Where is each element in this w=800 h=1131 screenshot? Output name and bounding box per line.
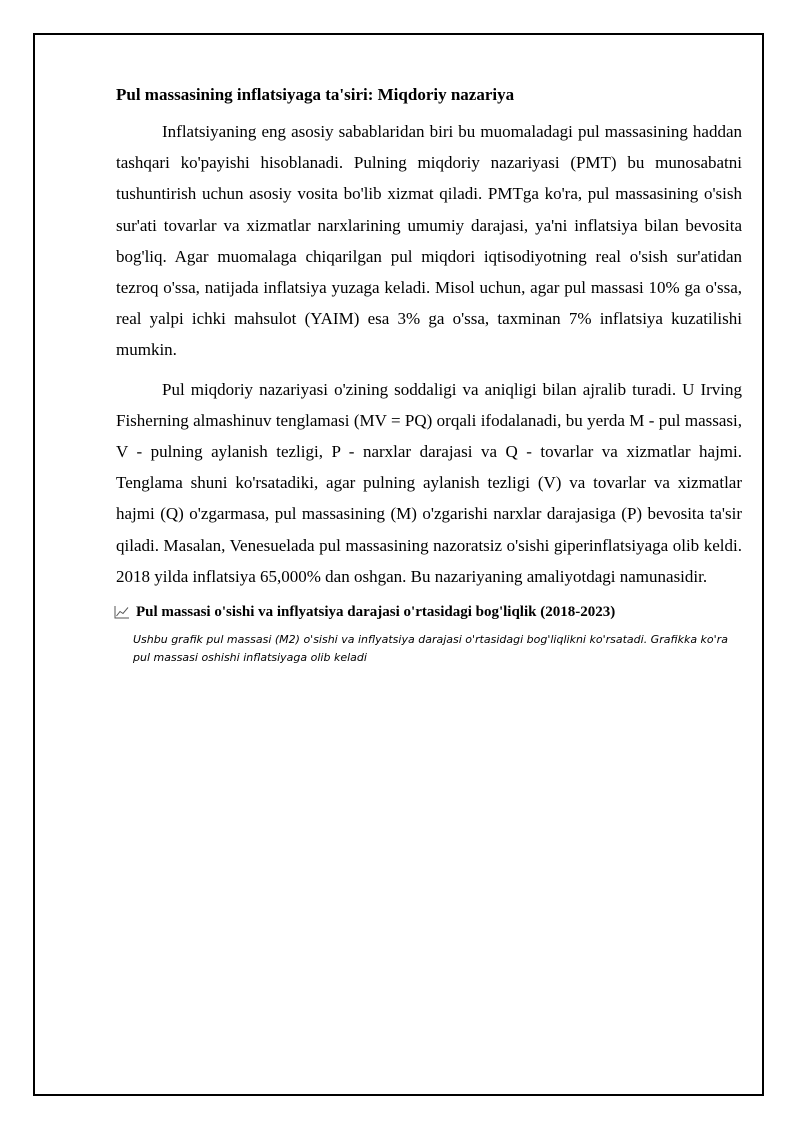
section-title: Pul massasining inflatsiyaga ta'siri: Miqdoriy nazariya <box>116 85 515 104</box>
chart-increasing-icon <box>114 605 130 619</box>
paragraph-2: Pul miqdoriy nazariyasi o'zining soddaligi va aniqligi bilan ajralib turadi. U Irving Fisherning almashinuv tenglamasi (MV = PQ) orqali ifodalanadi, bu yerda M - pul massasi, V - pulning aylanish tezligi, P - narxlar darajasi va Q - tovarlar va xizmatlar hajmi. Tenglama shuni ko'rsatadiki, agar pulning aylanish tezligi (V) va tovarlar va xizmatlar hajmi (Q) o'zgarmasa, pul massasining (M) o'zgarishi narxlar darajasiga (P) bevosita ta'sir qiladi. Masalan, Venesuelada pul massasining nazoratsiz o'sishi giperinflatsiyaga olib keldi. 2018 yilda inflatsiya 65,000% dan oshgan. Bu nazariyaning amaliyotdagi namunasidir. <box>116 379 742 586</box>
document-body <box>116 84 742 667</box>
chart-description: Ushbu grafik pul massasi (M2) o'sishi va inflyatsiya darajasi o'rtasidagi bog'liqlikni ko'rsatadi. Grafikka ko'ra pul massasi oshishi inflatsiyaga olib keladi <box>133 633 728 665</box>
paragraph-1: Inflatsiyaning eng asosiy sabablaridan biri bu muomaladagi pul massasining haddan tashqari ko'payishi hisoblanadi. Pulning miqdoriy nazariyasi (PMT) bu munosabatni tushuntirish uchun asosiy vosita bo'lib xizmat qiladi. PMTga ko'ra, pul massasining o'sish sur'ati tovarlar va xizmatlar narxlarining umumiy darajasi, ya'ni inflatsiya bilan bevosita bog'liq. Agar muomalaga chiqarilgan pul miqdori iqtisodiyotning real o'sish sur'atidan tezroq o'ssa, natijada inflatsiya yuzaga keladi. Misol uchun, agar pul massasi 10% ga o'ssa, real yalpi ichki mahsulot (YAIM) esa 3% ga o'ssa, taxminan 7% inflatsiya kuzatilishi mumkin. <box>116 122 742 360</box>
chart-caption <box>116 602 742 622</box>
chart-caption-title: Pul massasi o'sishi va inflyatsiya darajasi o'rtasidagi bog'liqlik (2018-2023) <box>136 604 616 621</box>
